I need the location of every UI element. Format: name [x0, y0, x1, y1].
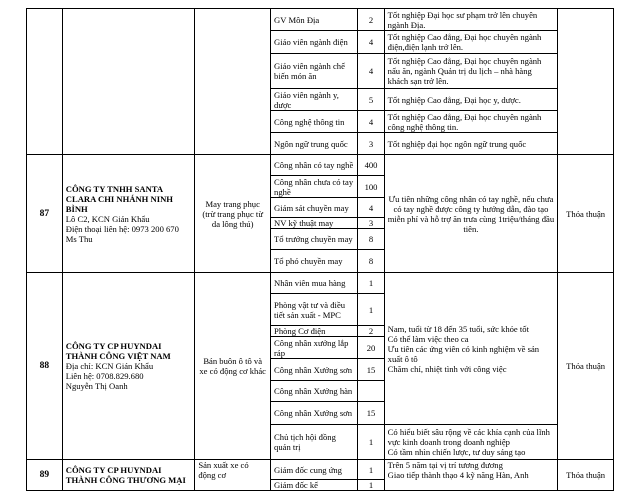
quantity-cell: 1 [358, 480, 384, 491]
position-cell: Giáo viên ngành điện [271, 31, 358, 54]
position-cell: Nhân viên mua hàng [271, 273, 358, 294]
company-name: CÔNG TY CP HUYNDAI THÀNH CÔNG THƯƠNG MẠI [65, 465, 186, 485]
requirement-cell: Tốt nghiệp Cao đẳng, Đại học chuyên ngành nấu ăn, ngành Quản trị du lịch – nhà hàng khách sạn trở lên. [384, 54, 558, 89]
quantity-cell: 1 [358, 460, 384, 480]
position-cell: Giám đốc kế [271, 480, 358, 491]
quantity-cell: 3 [358, 218, 384, 229]
requirement-line: Giao tiếp thành thạo 4 kỹ năng Hàn, Anh [387, 470, 529, 480]
table-row [27, 273, 614, 294]
quantity-cell: 2 [358, 326, 384, 337]
quantity-cell: 400 [358, 155, 384, 176]
position-cell: Công nghệ thông tin [271, 111, 358, 133]
position-cell: Công nhân Xưởng hàn [271, 381, 358, 402]
position-cell: NV kỹ thuật may [271, 218, 358, 229]
company-number-cell: 88 [27, 273, 63, 460]
quantity-cell: 8 [358, 229, 384, 250]
recruitment-table [26, 8, 614, 491]
requirement-cell [384, 460, 558, 491]
requirement-line: Có hiểu biết sâu rộng về các khía cạnh của lĩnh vực kinh doanh trong doanh nghiệp [387, 427, 550, 447]
requirement-cell: Tốt nghiệp Đại học sư phạm trở lên chuyên ngành Địa. [384, 9, 558, 31]
quantity-cell: 15 [358, 359, 384, 381]
position-cell: Công nhân xưởng lắp ráp [271, 337, 358, 359]
requirement-line: Nam, tuổi từ 18 đến 35 tuổi, sức khỏe tốt [387, 323, 529, 334]
quantity-cell: 1 [358, 273, 384, 294]
company-number-cell: 89 [27, 460, 63, 491]
requirement-cell: Tốt nghiệp Cao đẳng, Đại học chuyên ngành công nghệ thông tin. [384, 111, 558, 133]
requirement-cell [384, 425, 558, 460]
industry-cell: Sản xuất xe có động cơ [195, 460, 271, 491]
quantity-cell [358, 381, 384, 402]
quantity-cell: 4 [358, 31, 384, 54]
quantity-cell: 4 [358, 111, 384, 133]
requirement-cell [384, 273, 558, 425]
requirement-cell: Tốt nghiệp Cao đẳng, Đại học chuyên ngành điện,điện lạnh trở lên. [384, 31, 558, 54]
company-address: Địa chỉ: KCN Gián Khẩu [65, 361, 154, 371]
position-cell: Công nhân Xưởng sơn [271, 402, 358, 425]
quantity-cell: 20 [358, 337, 384, 359]
requirement-cell: Tốt nghiệp đại học ngôn ngữ trung quốc [384, 133, 558, 155]
company-address: Lô C2, KCN Gián Khẩu [65, 213, 150, 224]
requirement-line: Ưu tiên các ứng viên có kinh nghiệm về sản xuất ô tô [387, 343, 540, 364]
requirement-line: Có thể làm việc theo ca [387, 333, 469, 344]
company-info-cell [62, 155, 195, 273]
company-info-cell [62, 273, 195, 460]
company-contact: Nguyễn Thị Oanh [65, 381, 128, 391]
table-row [27, 460, 614, 480]
table-row [27, 155, 614, 176]
position-cell: Chủ tịch hội đồng quản trị [271, 425, 358, 460]
company-number-cell [27, 9, 63, 155]
company-phone: Điện thoại liên hệ: 0973 200 670 Ms Thu [65, 223, 179, 244]
position-cell: Ngôn ngữ trung quốc [271, 133, 358, 155]
position-cell: Giám đốc cung ứng [271, 460, 358, 480]
company-info-cell [62, 9, 195, 155]
quantity-cell: 2 [358, 9, 384, 31]
quantity-cell: 8 [358, 250, 384, 273]
company-phone: Liên hệ: 0708.829.680 [65, 371, 144, 381]
industry-cell: Bán buôn ô tô và xe có động cơ khác [195, 273, 271, 460]
quantity-cell: 3 [358, 133, 384, 155]
quantity-cell: 1 [358, 425, 384, 460]
quantity-cell: 1 [358, 294, 384, 326]
requirement-line: Chăm chỉ, nhiệt tình với công việc [387, 363, 507, 374]
company-number-cell: 87 [27, 155, 63, 273]
industry-cell [195, 9, 271, 155]
requirement-cell: Tốt nghiệp Cao đẳng, Đại học y, dược. [384, 89, 558, 111]
position-cell: Công nhân Xưởng sơn [271, 359, 358, 381]
requirement-line: Trên 5 năm tại vị trí tương đương [387, 460, 503, 470]
company-name: CÔNG TY TNHH SANTA CLARA CHI NHÁNH NINH BÌNH [65, 183, 173, 214]
company-name: CÔNG TY CP HUYNDAI THÀNH CÔNG VIỆT NAM [65, 341, 171, 361]
quantity-cell: 100 [358, 176, 384, 198]
position-cell: Giám sát chuyền may [271, 198, 358, 218]
position-cell: GV Môn Địa [271, 9, 358, 31]
quantity-cell: 5 [358, 89, 384, 111]
quantity-cell: 15 [358, 402, 384, 425]
requirement-line: Có tầm nhìn chiến lược, tư duy sáng tạo [387, 447, 526, 457]
position-cell: Tổ phó chuyền may [271, 250, 358, 273]
company-info-cell [62, 460, 195, 491]
position-cell: Công nhân chưa có tay nghề [271, 176, 358, 198]
position-cell: Phòng vật tư và điều tiết sản xuất - MPC [271, 294, 358, 326]
salary-cell: Thỏa thuận [558, 460, 614, 491]
quantity-cell: 4 [358, 198, 384, 218]
industry-cell: May trang phục (trừ trang phục từ da lông thú) [195, 155, 271, 273]
requirement-cell: Ưu tiên những công nhân có tay nghề, nếu chưa có tay nghề được công ty hướng dẫn, đào tạo miễn phí và hỗ trợ ăn trưa cùng 1triệu/tháng đầu tiên. [384, 155, 558, 273]
position-cell: Giáo viên ngành chế biến món ăn [271, 54, 358, 89]
position-cell: Công nhân có tay nghề [271, 155, 358, 176]
salary-cell [558, 9, 614, 155]
salary-cell: Thỏa thuận [558, 155, 614, 273]
table-row [27, 9, 614, 31]
salary-cell: Thỏa thuận [558, 273, 614, 460]
position-cell: Tổ trưởng chuyền may [271, 229, 358, 250]
position-cell: Phòng Cơ điện [271, 326, 358, 337]
position-cell: Giáo viên ngành y, dược [271, 89, 358, 111]
quantity-cell: 4 [358, 54, 384, 89]
